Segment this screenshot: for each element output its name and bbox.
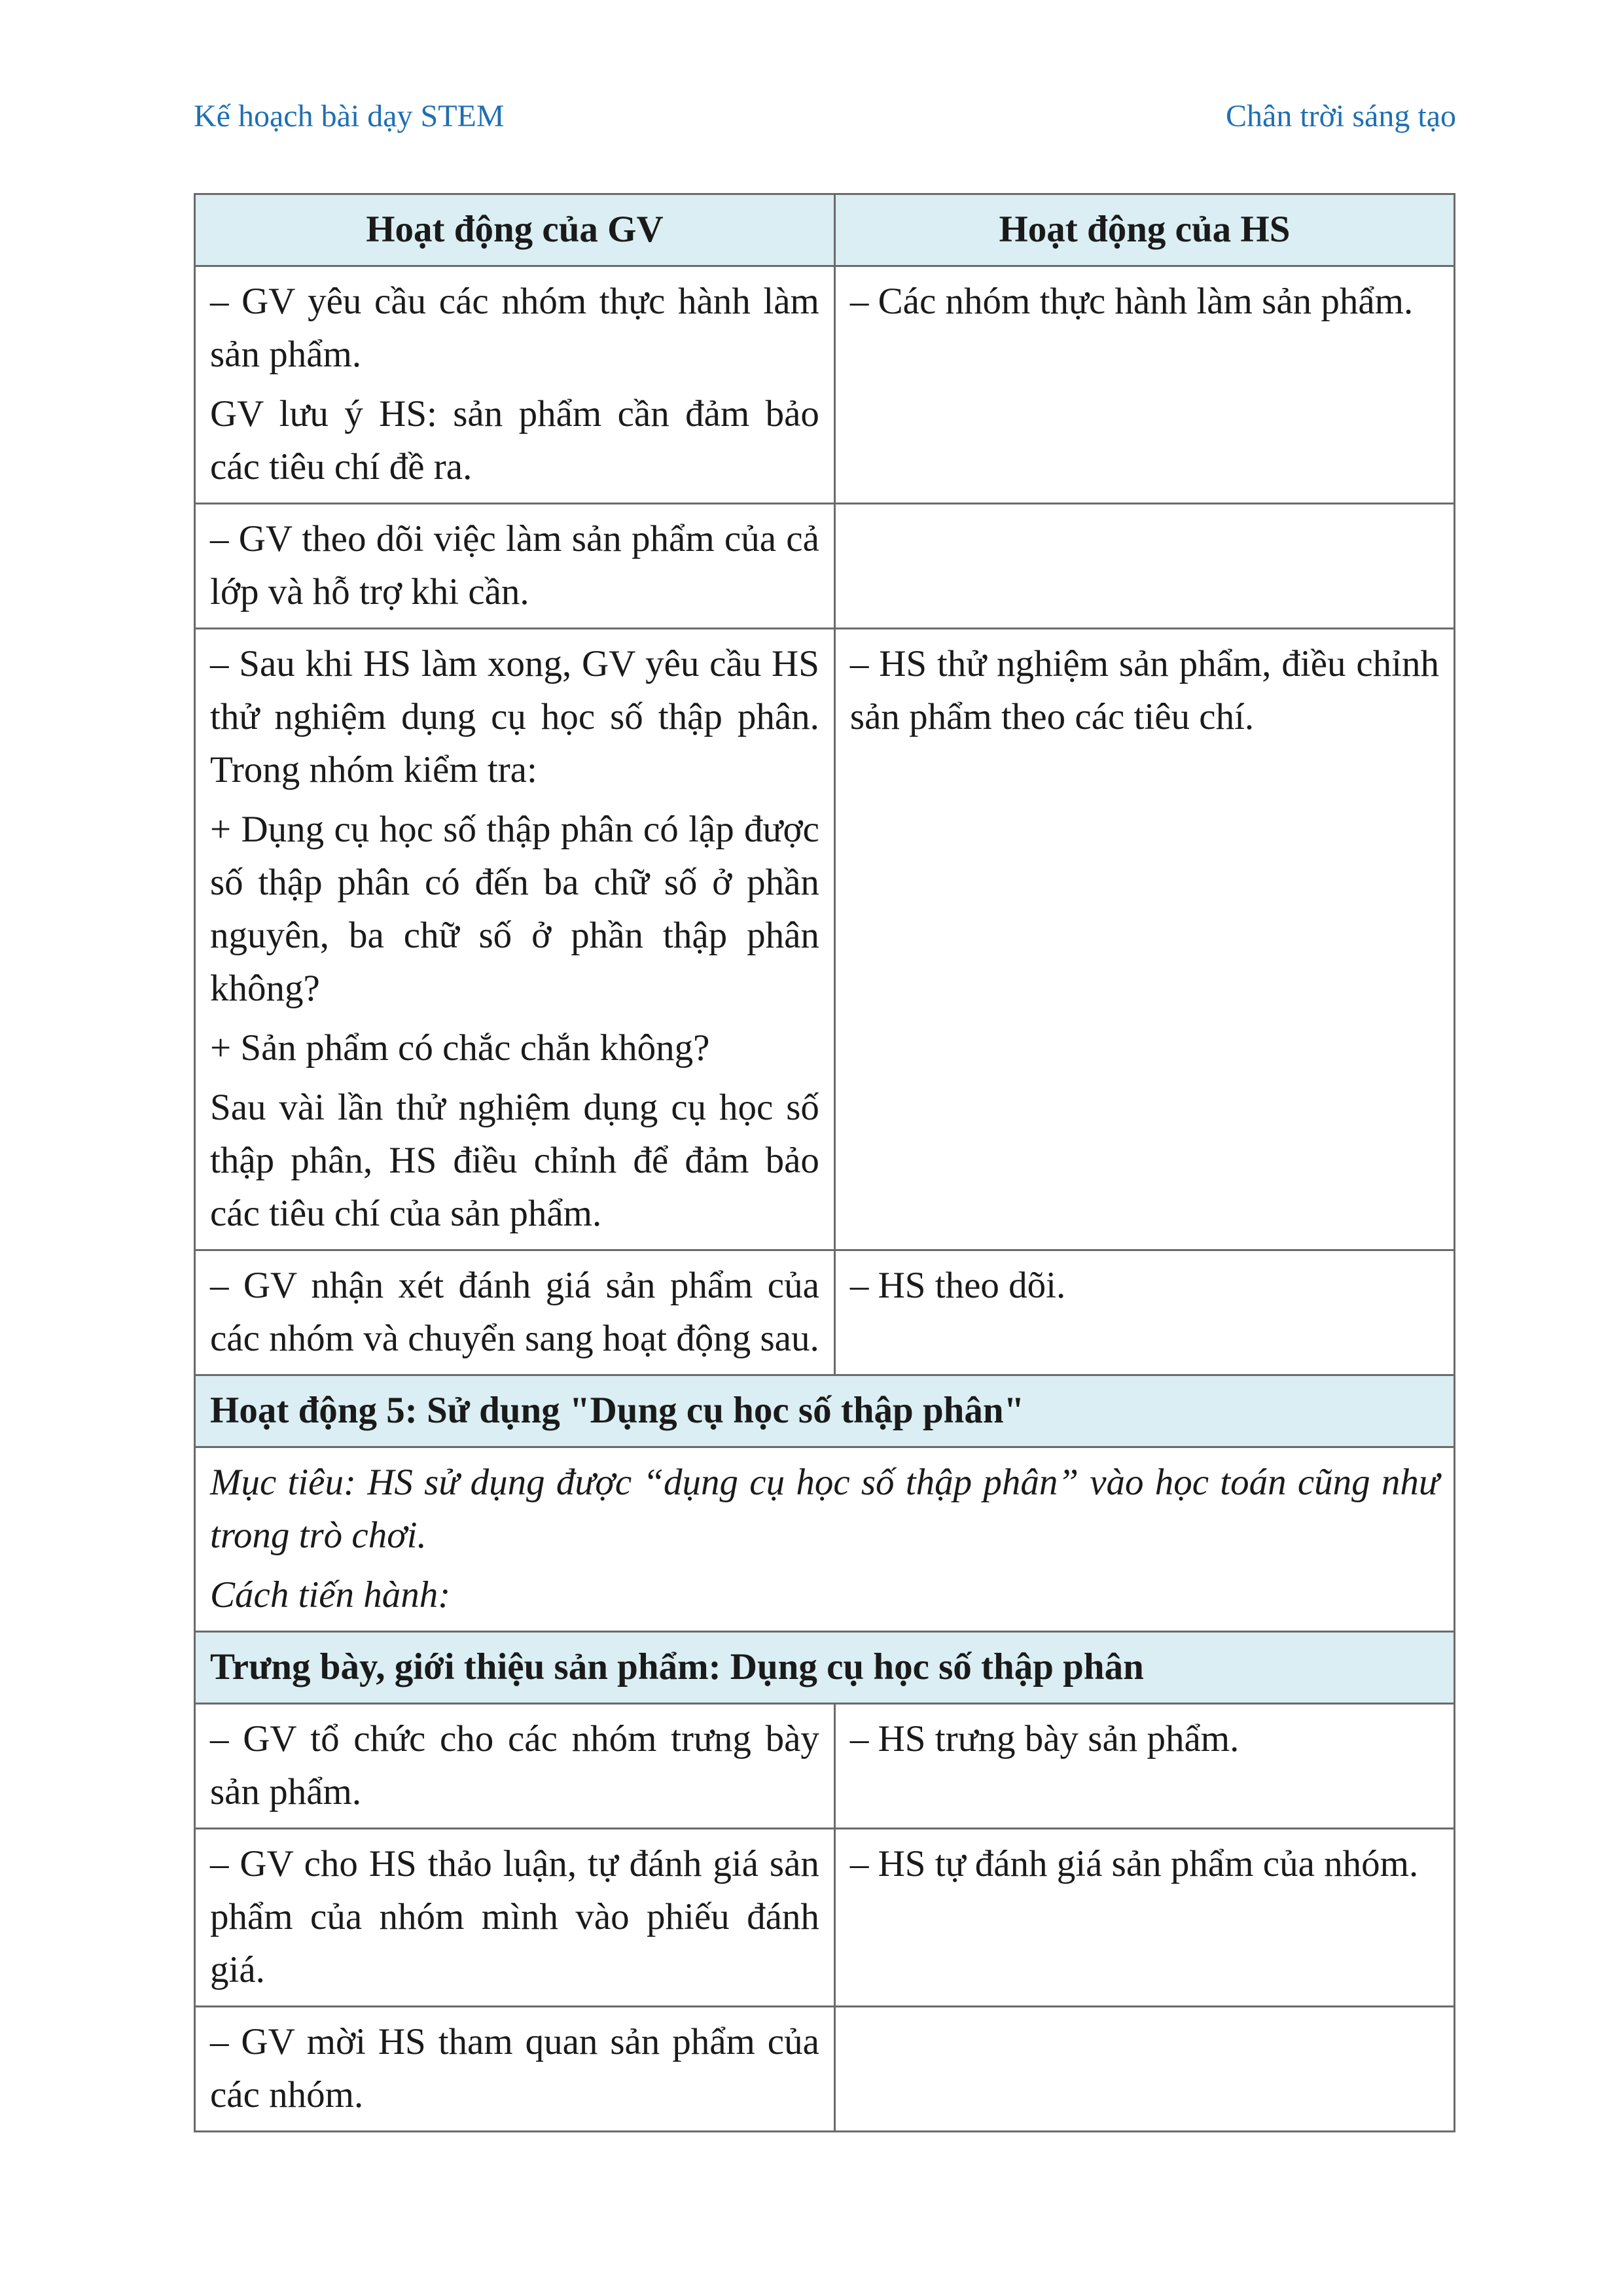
table-row	[195, 1250, 1455, 1375]
teacher-cell	[195, 266, 835, 504]
table-row	[195, 266, 1455, 504]
procedure-label: Cách tiến hành:	[210, 1574, 451, 1616]
lesson-activity-table	[194, 193, 1455, 2132]
objective-cell	[195, 1447, 1455, 1632]
teacher-cell	[195, 1829, 835, 2007]
teacher-cell	[195, 2007, 835, 2132]
teacher-cell	[195, 1704, 835, 1829]
student-cell	[834, 2007, 1454, 2132]
student-cell	[834, 1829, 1454, 2007]
student-cell	[834, 266, 1454, 504]
section-title: Trưng bày, giới thiệu sản phẩm: Dụng cụ học số thập phân	[195, 1632, 1455, 1704]
student-cell	[834, 1250, 1454, 1375]
teacher-text: – GV cho HS thảo luận, tự đánh giá sản phẩm của nhóm mình vào phiếu đánh giá.	[210, 1843, 819, 1990]
teacher-text: Sau vài lần thử nghiệm dụng cụ học số thập phân, HS điều chỉnh để đảm bảo các tiêu chí của sản phẩm.	[210, 1087, 819, 1234]
column-header-teacher: Hoạt động của GV	[195, 194, 835, 266]
header-publisher: Chân trời sáng tạo	[1226, 99, 1456, 133]
teacher-text: – GV theo dõi việc làm sản phẩm của cả lớp và hỗ trợ khi cần.	[210, 518, 819, 612]
header-document-title: Kế hoạch bài dạy STEM	[194, 99, 505, 133]
activity-title-row	[195, 1375, 1455, 1447]
student-text: – HS theo dõi.	[849, 1265, 1066, 1306]
teacher-text: + Sản phẩm có chắc chắn không?	[210, 1027, 710, 1069]
teacher-text: – GV nhận xét đánh giá sản phẩm của các nhóm và chuyển sang hoạt động sau.	[210, 1265, 819, 1359]
student-cell	[834, 504, 1454, 629]
section-title-row	[195, 1632, 1455, 1704]
student-cell	[834, 1704, 1454, 1829]
teacher-text: – GV tổ chức cho các nhóm trưng bày sản phẩm.	[210, 1718, 819, 1812]
table-header-row	[195, 194, 1455, 266]
teacher-text: – Sau khi HS làm xong, GV yêu cầu HS thử nghiệm dụng cụ học số thập phân. Trong nhóm kiểm tra:	[210, 643, 819, 790]
table-row	[195, 1829, 1455, 2007]
student-cell	[834, 629, 1454, 1250]
teacher-text: – GV yêu cầu các nhóm thực hành làm sản phẩm.	[210, 281, 819, 375]
activity-5-title: Hoạt động 5: Sử dụng "Dụng cụ học số thập phân"	[195, 1375, 1455, 1447]
student-text: – HS tự đánh giá sản phẩm của nhóm.	[849, 1843, 1419, 1884]
student-text: – HS thử nghiệm sản phẩm, điều chỉnh sản phẩm theo các tiêu chí.	[849, 643, 1439, 737]
teacher-cell	[195, 504, 835, 629]
objective-text: Mục tiêu: HS sử dụng được “dụng cụ học số thập phân” vào học toán cũng như trong trò chơi.	[210, 1462, 1439, 1556]
column-header-student: Hoạt động của HS	[834, 194, 1454, 266]
teacher-text: GV lưu ý HS: sản phẩm cần đảm bảo các tiêu chí đề ra.	[210, 393, 819, 487]
teacher-text: – GV mời HS tham quan sản phẩm của các nhóm.	[210, 2021, 819, 2115]
student-text: – HS trưng bày sản phẩm.	[849, 1718, 1240, 1759]
table-row	[195, 629, 1455, 1250]
table-row	[195, 1704, 1455, 1829]
teacher-text: + Dụng cụ học số thập phân có lập được số thập phân có đến ba chữ số ở phần nguyên, ba chữ số ở phần thập phân không?	[210, 809, 819, 1009]
table-row	[195, 504, 1455, 629]
table-row	[195, 2007, 1455, 2132]
objective-row	[195, 1447, 1455, 1632]
teacher-cell	[195, 629, 835, 1250]
student-text: – Các nhóm thực hành làm sản phẩm.	[849, 281, 1414, 322]
teacher-cell	[195, 1250, 835, 1375]
